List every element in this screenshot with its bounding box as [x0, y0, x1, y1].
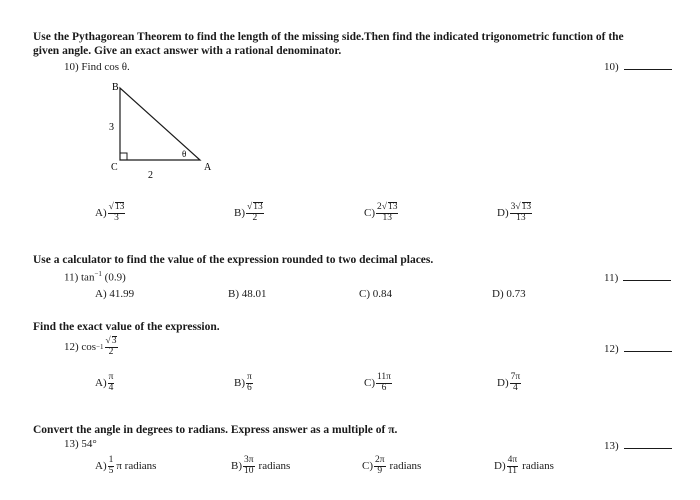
question-11-prompt: 11) $\tan^{-1} (0.9)$ — [64, 270, 126, 284]
answer-slot-12[interactable] — [604, 343, 672, 355]
answer-slot-11[interactable] — [604, 272, 671, 284]
answer-line-11[interactable] — [623, 272, 671, 281]
answer-number-12: 12) — [604, 343, 619, 355]
vertex-a-label: A — [204, 162, 212, 173]
q12-option-a[interactable]: A) $\frac{\pi}{4}$ — [95, 372, 114, 393]
q10-option-c-fraction: $\frac{2√13}{13}$ — [377, 202, 398, 223]
instruction-exact-value: Find the exact value of the expression. — [33, 321, 220, 333]
q10-option-b-fraction: $\frac{√13}{2}$ — [247, 202, 263, 223]
vertex-b-label: B — [112, 82, 119, 93]
q11-option-c[interactable]: C) 0.84 — [359, 288, 392, 300]
q10-option-d[interactable]: D) $\frac{3√13}{13}$ — [497, 202, 532, 223]
instruction-convert: Convert the angle in degrees to radians. Express answer as a multiple of π. — [33, 424, 398, 436]
answer-number-11: 11) — [604, 272, 619, 284]
q10-option-a-fraction: $\frac{√13}{3}$ — [108, 202, 125, 223]
q13-option-a[interactable]: A) $\frac{1}{5}$ π radians — [95, 455, 157, 476]
instruction-pythagorean-line2: given angle. Give an exact answer with a rational denominator. — [33, 45, 342, 57]
q13-option-c[interactable]: C) $\frac{2\pi}{9}$ radians — [362, 455, 422, 476]
q11-option-a[interactable]: A) 41.99 — [95, 288, 135, 300]
q11-option-d[interactable]: D) 0.73 — [492, 288, 526, 300]
vertex-c-label: C — [111, 162, 118, 173]
answer-line-10[interactable] — [624, 61, 672, 70]
question-12-prompt: 12) cos −1 $\frac{√3}{2}$ — [64, 336, 117, 357]
answer-number-10: 10) — [604, 61, 619, 73]
instruction-pythagorean-line1: Use the Pythagorean Theorem to find the length of the missing side.Then find the indicated trigonometric function of the — [33, 31, 624, 43]
side-bc-label: 3 — [109, 122, 114, 133]
q12-prompt-fraction: $\frac{√3}{2}$ — [105, 336, 117, 357]
answer-number-13: 13) — [604, 440, 619, 452]
q12-option-d[interactable]: D) $\frac{7\pi}{4}$ — [497, 372, 521, 393]
right-angle-marker — [120, 153, 127, 160]
side-ca-label: 2 — [148, 170, 153, 181]
q13-option-d[interactable]: D) $\frac{4\pi}{11}$ radians — [494, 455, 554, 476]
question-13-prompt: 13) 54° — [64, 438, 97, 450]
q12-option-b[interactable]: B) $\frac{\pi}{6}$ — [234, 372, 252, 393]
right-triangle-figure — [100, 78, 220, 183]
q10-option-a[interactable]: A) $\frac{√13}{3}$ — [95, 202, 125, 223]
angle-theta-label: θ — [182, 149, 187, 159]
q10-option-d-fraction: $\frac{3√13}{13}$ — [510, 202, 532, 223]
q12-option-c[interactable]: C) $\frac{11\pi}{6}$ — [364, 372, 391, 393]
question-10-prompt: 10) Find cos θ. — [64, 61, 130, 73]
answer-line-13[interactable] — [624, 440, 672, 449]
instruction-calculator: Use a calculator to find the value of the expression rounded to two decimal places. — [33, 254, 434, 266]
q10-option-b[interactable]: B) $\frac{√13}{2}$ — [234, 202, 263, 223]
q13-option-b[interactable]: B) $\frac{3\pi}{10}$ radians — [231, 455, 291, 476]
answer-slot-10[interactable] — [604, 61, 672, 73]
triangle-shape — [120, 88, 200, 160]
answer-slot-13[interactable] — [604, 440, 672, 452]
answer-line-12[interactable] — [624, 343, 672, 352]
q10-option-c[interactable]: C) $\frac{2√13}{13}$ — [364, 202, 398, 223]
q11-option-b[interactable]: B) 48.01 — [228, 288, 267, 300]
